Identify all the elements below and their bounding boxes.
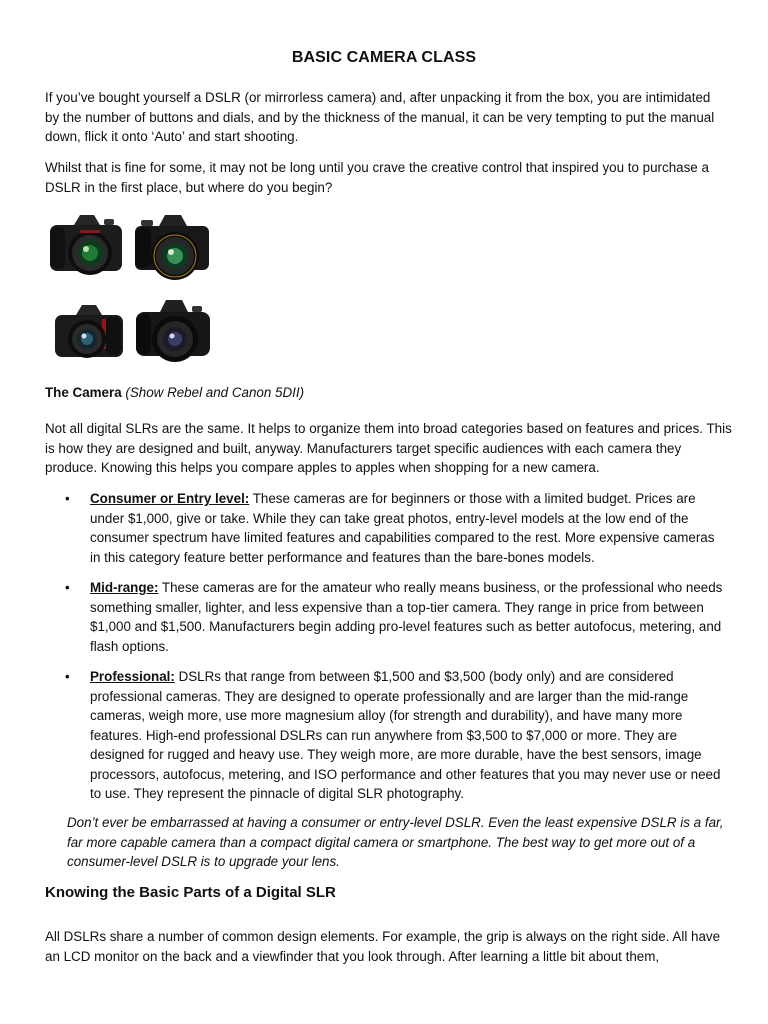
bullet-text: These cameras are for the amateur who really means business, or the professional who needs something smaller, lighter, and less expensive than a top-tier camera. They range in price from between $1,000 and $1,500. Manufacturers begin adding pro-level features such as better autofocus, metering, and flash options.: [90, 580, 723, 654]
list-item: [45, 578, 725, 656]
intro-paragraph-2: Whilst that is fine for some, it may not be long until you crave the creative control that inspired you to purchase a DSLR in the first place, but where do you begin?: [45, 160, 709, 195]
entry-level-note: Don’t ever be embarrassed at having a consumer or entry-level DSLR. Even the least expensive DSLR is a far, far more capable camera than a compact digital camera or smartphone. The best way to get more out of a consumer-level DSLR is to upgrade your lens.: [67, 815, 724, 869]
camera-photo-group: [46, 206, 216, 372]
intro-paragraph-1: If you’ve bought yourself a DSLR (or mirrorless camera) and, after unpacking it from the box, you are intimidated by the number of buttons and dials, and by the thickness of the manual, it can be very tempting to put the manual down, flick it onto ‘Auto’ and start shooting.: [45, 90, 715, 144]
bullet-term: Mid-range:: [90, 580, 159, 595]
section-paragraph: All DSLRs share a number of common design elements. For example, the grip is always on the right side. All have an LCD monitor on the back and a viewfinder that you look through. After learning a little bit about them,: [45, 929, 721, 964]
bullet-term: Professional:: [90, 669, 175, 684]
camera-pentax-image: [132, 296, 214, 368]
list-item: [45, 489, 725, 567]
camera-nikon-entry-image: [50, 301, 128, 367]
section-heading: Knowing the Basic Parts of a Digital SLR: [45, 884, 336, 901]
camera-caption-note: (Show Rebel and Canon 5DII): [125, 385, 305, 400]
camera-categories-paragraph: Not all digital SLRs are the same. It helps to organize them into broad categories based on features and prices. This is how they are designed and built, anyway. Manufacturers target specific audiences with each camera they produce. Knowing this helps you compare apples to apples when shopping for a new camera.: [45, 421, 732, 475]
bullet-icon: •: [65, 669, 70, 684]
bullet-icon: •: [65, 580, 70, 595]
camera-caption: [45, 385, 304, 400]
bullet-term: Consumer or Entry level:: [90, 491, 250, 506]
list-item: [45, 667, 725, 804]
bullet-text: DSLRs that range from between $1,500 and $3,500 (body only) and are considered professional cameras. They are designed to operate professionally and are larger than the mid-range cameras, weigh more, use more magnesium alloy (for strength and durability), and have many more features. High-end professional DSLRs can run anywhere from $3,500 to $7,000 or more. They are designed for rugged and heavy use. They weigh more, are more durable, have the best sensors, image processors, autofocus, metering, and ISO performance and other features that you may never use or need to use. They represent the pinnacle of digital SLR photography.: [90, 669, 721, 801]
camera-canon-5d-image: [46, 209, 126, 283]
camera-sony-alpha-image: [132, 210, 212, 284]
document-title: BASIC CAMERA CLASS: [291, 49, 477, 66]
bullet-text: These cameras are for beginners or those with a limited budget. Prices are under $1,000, give or take. While they can take great photos, entry-level models at the low end of the consumer spectrum have limited features and capabilities compared to the rest. More expensive cameras in this category feature better performance and features than the bare-bones models.: [90, 491, 715, 565]
bullet-icon: •: [65, 491, 70, 506]
camera-category-list: [45, 489, 725, 815]
camera-caption-label: The Camera: [45, 385, 122, 400]
